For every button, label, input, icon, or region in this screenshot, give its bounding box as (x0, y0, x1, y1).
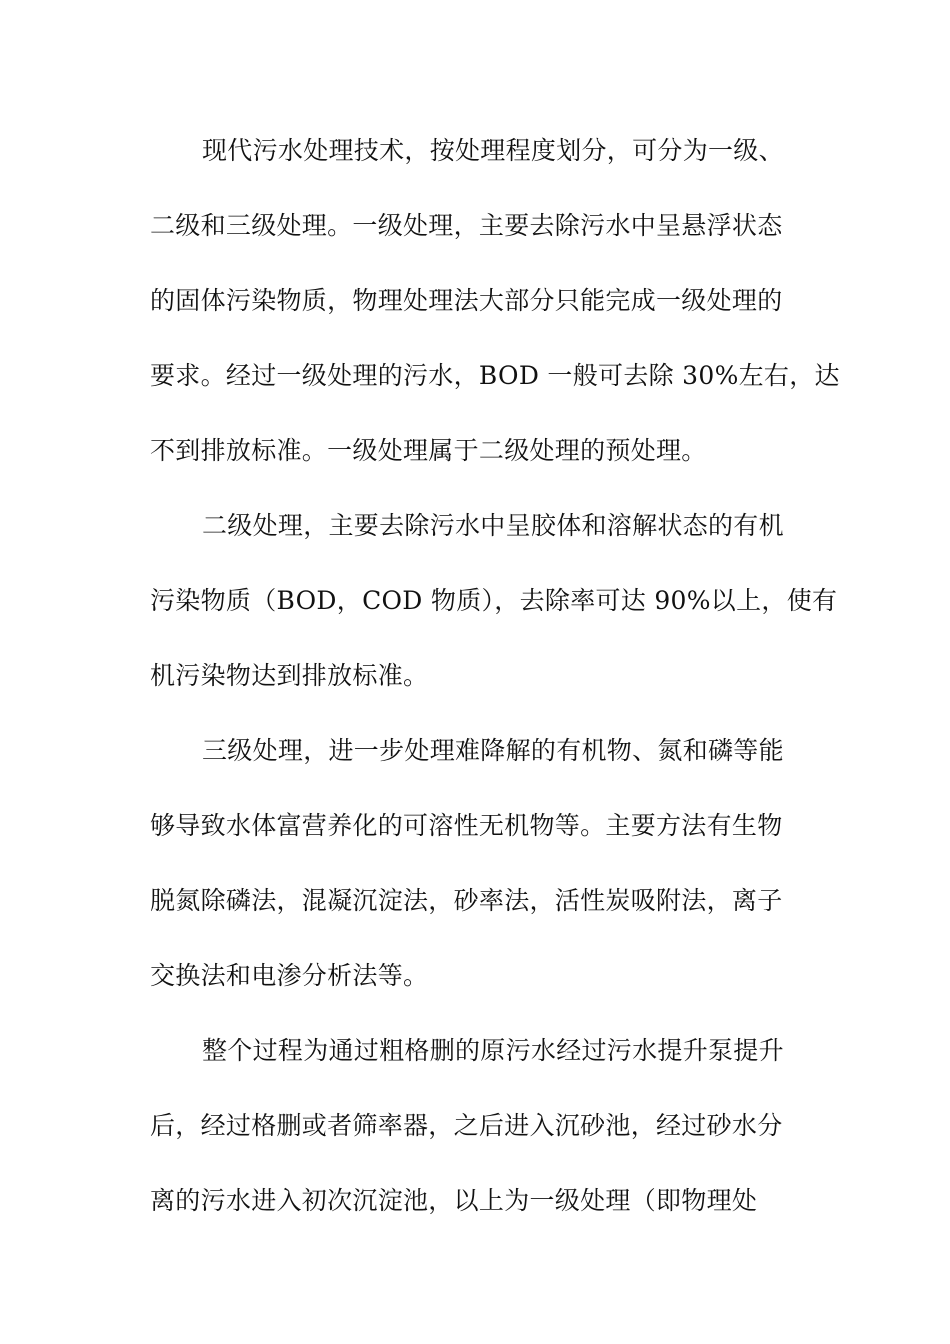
text-line: 三级处理，进一步处理难降解的有机物、氮和磷等能 (202, 736, 784, 765)
text-line: 要求。经过一级处理的污水，BOD 一般可去除 30%左右，达 (150, 361, 840, 390)
text-line: 整个过程为通过粗格删的原污水经过污水提升泵提升 (202, 1036, 784, 1065)
text-line: 脱氮除磷法，混凝沉淀法，砂率法，活性炭吸附法，离子 (150, 886, 783, 915)
text-line: 污染物质（BOD，COD 物质），去除率可达 90%以上，使有 (150, 586, 838, 615)
text-line: 不到排放标准。一级处理属于二级处理的预处理。 (150, 436, 707, 465)
text-line: 后，经过格删或者筛率器，之后进入沉砂池，经过砂水分 (150, 1111, 783, 1140)
text-line: 离的污水进入初次沉淀池，以上为一级处理（即物理处 (150, 1186, 758, 1215)
text-line: 交换法和电渗分析法等。 (150, 961, 429, 990)
text-line: 二级和三级处理。一级处理，主要去除污水中呈悬浮状态 (150, 211, 783, 240)
text-line: 二级处理，主要去除污水中呈胶体和溶解状态的有机 (202, 511, 784, 540)
text-line: 现代污水处理技术，按处理程度划分，可分为一级、 (202, 136, 784, 165)
text-line: 的固体污染物质，物理处理法大部分只能完成一级处理的 (150, 286, 783, 315)
text-line: 机污染物达到排放标准。 (150, 661, 429, 690)
text-line: 够导致水体富营养化的可溶性无机物等。主要方法有生物 (150, 811, 783, 840)
